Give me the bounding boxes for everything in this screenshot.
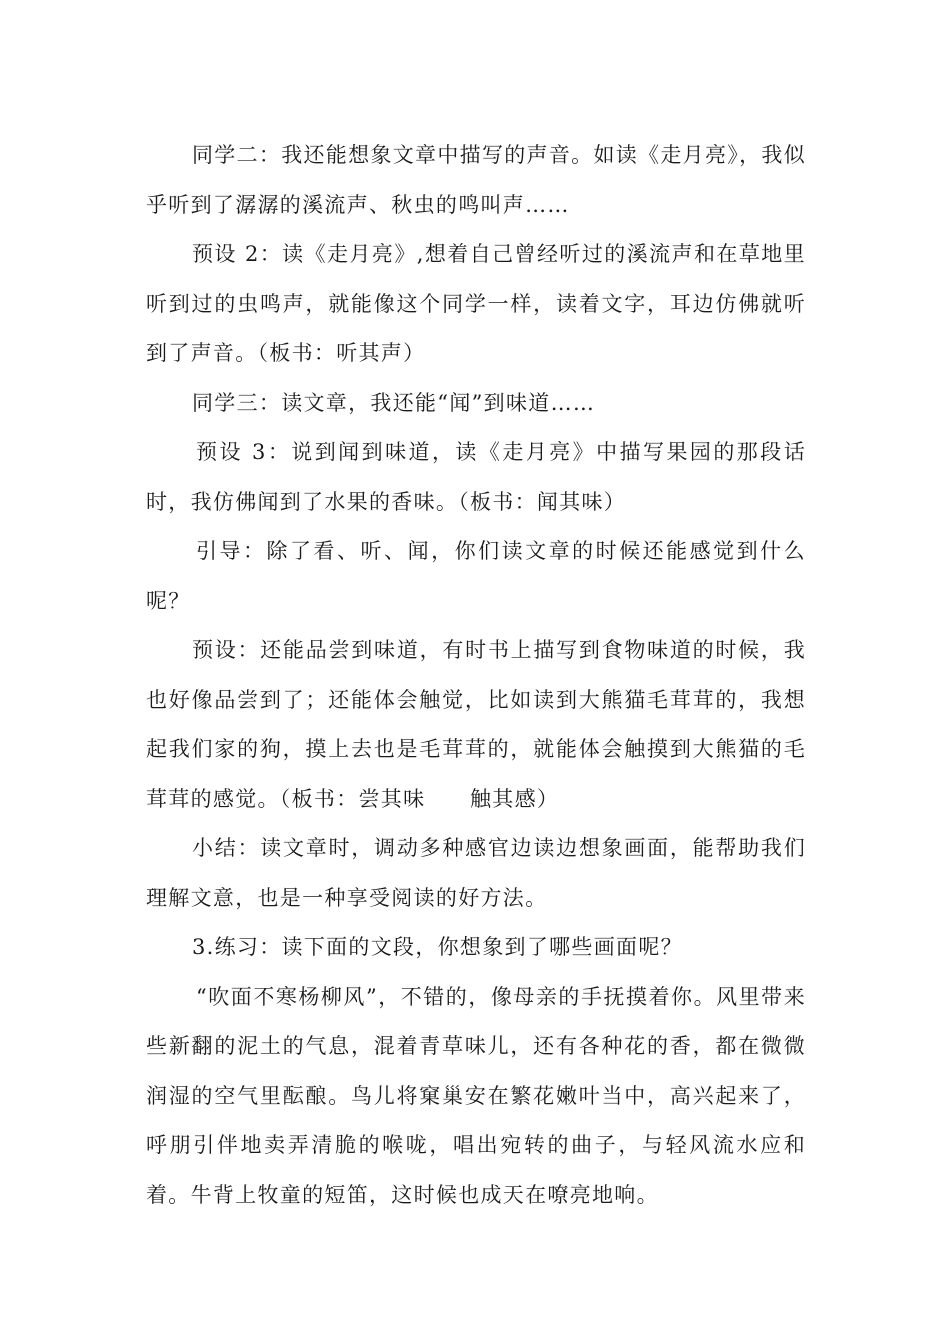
paragraph-exercise-passage: “吹面不寒杨柳风”，不错的，像母亲的手抚摸着你。风里带来些新翻的泥土的气息，混着青草味儿，还有各种花的香，都在微微润湿的空气里酝酿。鸟儿将窠巢安在繁花嫩叶当中，高兴起来了，呼朋引伴地卖弄清脆的喉咙，唱出宛转的曲子，与轻风流水应和着。牛背上牧童的短笛，这时候也成天在嘹亮地响。 (146, 984, 806, 1207)
paragraph-classmate-three: 同学三：读文章，我还能“闻”到味道…… (192, 390, 596, 415)
paragraph-classmate-two: 同学二：我还能想象文章中描写的声音。如读《走月亮》，我似乎听到了潺潺的溪流声、秋虫的鸣叫声…… (146, 143, 806, 217)
paragraph-preset: 预设：还能品尝到味道，有时书上描写到食物味道的时候，我也好像品尝到了；还能体会触觉，比如读到大熊猫毛茸茸的，我想起我们家的狗，摸上去也是毛茸茸的，就能体会触摸到大熊猫的毛茸茸的感觉。（板书：尝其味 触其感） (146, 638, 806, 811)
paragraph-preset-two: 预设 2：读《走月亮》,想着自己曾经听过的溪流声和在草地里听到过的虫鸣声，就能像这个同学一样，读着文字，耳边仿佛就听到了声音。（板书：听其声） (146, 242, 806, 365)
paragraph-summary: 小结：读文章时，调动多种感官边读边想象画面，能帮助我们理解文意，也是一种享受阅读的好方法。 (146, 836, 806, 910)
paragraph-preset-three: 预设 3：说到闻到味道，读《走月亮》中描写果园的那段话时，我仿佛闻到了水果的香味。（板书：闻其味） (146, 440, 806, 514)
document-body (146, 131, 806, 1220)
paragraph-guidance: 引导：除了看、听、闻，你们读文章的时候还能感觉到什么呢？ (146, 539, 806, 613)
paragraph-exercise-prompt: 3.练习：读下面的文段，你想象到了哪些画面呢？ (192, 935, 683, 959)
